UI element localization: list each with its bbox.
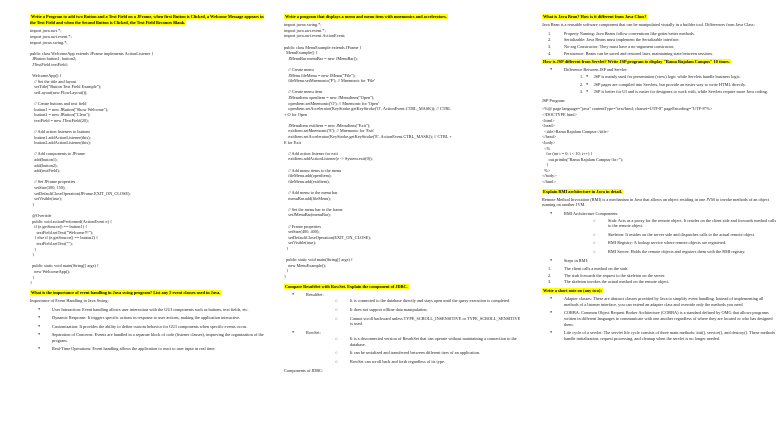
code-block: import javax.swing.*; import java.awt.event.*; import java.awt.event.ActionEvent; public class MenuExample extends JFrame { MenuExample() { JMenuBar menuBar = new JMenuBar(); // Create menu JMenu fileMenu = new JMenu("File"); fileMenu.setMnemonic('F'); // Mnemonic for 'File' // Create menu item JMenuItem openItem = new JMenuItem("Open"); openItem.setMnemonic('O'); // Mnemonic for 'Open' openItem.setAccelerator(KeyStroke.getKeyStroke('O', ActionEvent.CTRL_MASK)); // CTRL + O for Open JMenuItem exitItem = new JMenuItem("Exit"); exitItem.setMnemonic('E'); // Mnemonic for 'Exit' exitItem.setAccelerator(KeyStroke.getKeyStroke('E', ActionEvent.CTRL_MASK)); // CTRL + E for Exit // Add action listener for exit exitItem.addActionListener(e -> System.exit(0)); // Add menu items to the menu fileMenu.add(openItem); fileMenu.add(exitItem); // Add menu to the menu bar menuBar.add(fileMenu); // Set the menu bar to the frame setJMenuBar(menuBar); // Frame properties setSize(400, 400); setDefaultCloseOperation(EXIT_ON_CLOSE); setVisible(true); } public static void main(String[] args) { new MenuExample(); } } — [284, 22, 452, 279]
list-item: 3. No-arg Constructor: They must have a no-argument constructor. — [548, 43, 675, 49]
sub-list-item: ● 2. JSP pages are compiled into Servlets, but provide an easier way to write HTML directly. — [578, 82, 778, 88]
question-text: What is the importance of event handling in Java swing program? List any 5 event classes used in Java. — [31, 289, 221, 295]
sub-list-item: ○ It is connected to the database directly and stays open until the query execution is completed. — [332, 298, 524, 304]
list-item: 2. Serializable: Java Beans must implement the Serializable interface. — [548, 37, 680, 43]
question-text: Explain RMI architecture in Java in detail. — [543, 188, 622, 194]
sub-list — [332, 336, 524, 364]
list-item — [542, 67, 778, 94]
question-text: Compare ResultSet with RowSet. Explain the component of JDBC. — [285, 283, 408, 289]
list-item: 4. Persistence: Beans can be saved and restored later, maintaining state between sessions. — [548, 50, 714, 56]
sub-list-item: ○ Cannot scroll backward unless TYPE_SCROLL_INSENSITIVE or TYPE_SCROLL_SENSITIVE is used. — [332, 316, 524, 327]
list-label: RowSet: — [306, 329, 321, 335]
sub-list-item: ○ RMI Server: Holds the remote objects and registers them with the RMI registry. — [590, 249, 778, 255]
list-item: ● Dynamic Response: It triggers specific actions in response to user actions, making the application interactive. — [30, 315, 270, 321]
question-heading — [542, 59, 778, 65]
paragraph: Importance of Event Handling in Java Swing: — [30, 297, 109, 303]
question-heading — [542, 189, 778, 195]
bullet-list — [284, 292, 524, 365]
sub-list — [590, 218, 778, 255]
numbered-list — [542, 31, 778, 56]
code-block: <%@ page language="java" contentType="text/html; charset=UTF-8" pageEncoding="UTF-8"%> <!DOCTYPE html> <html> <head> <title>Rama Rajalam Campus</title> </head> <body> <% for (int i = 0; i < 10; i++) { out.println("Rama Rajalam Campus<br>"); } %> </body> </html> — [542, 106, 713, 185]
list-item — [284, 330, 524, 365]
question-text: Write a program that displays a menu and menu item with mnemonics and accelerators. — [285, 14, 447, 19]
sub-list-item: ○ It is a disconnected version of ResultSet that can operate without maintaining a connection to the database. — [332, 336, 524, 347]
list-item: 1. Property Naming: Java Beans follow conventions like getter/setter methods. — [548, 30, 695, 36]
column-middle — [284, 14, 524, 438]
bullet-list — [542, 211, 778, 263]
sub-list-item: ○ Stub: Acts as a proxy for the remote object. It resides on the client side and forwards method calls to the remote object. — [590, 218, 778, 229]
list-item: 3. The skeleton invokes the actual method on the remote object. — [548, 279, 670, 285]
sub-list-item: ● 3. JSP is better for UI and is easier for designers to work with, while Servlets require more Java coding. — [578, 89, 778, 95]
paragraph: JSP Program: — [542, 97, 566, 103]
question-heading — [284, 14, 524, 20]
bullet-list — [542, 67, 778, 94]
column-left — [30, 14, 270, 438]
question-heading — [284, 284, 524, 290]
list-label: ResultSet: — [306, 291, 324, 297]
bullet-list — [30, 307, 270, 353]
question-heading — [30, 14, 270, 26]
sub-list-item: ○ RowSet can scroll back and forth regardless of its type. — [332, 359, 524, 365]
list-label: Difference Between JSP and Servlet: — [564, 67, 628, 73]
bullet-list — [542, 296, 778, 341]
list-label: RMI Architecture Components: — [564, 211, 619, 217]
question-heading — [542, 14, 778, 20]
list-item: ● Real-Time Operations: Event handling allows the application to react to user input in real time. — [30, 346, 270, 352]
sub-list-item: ○ It does not support offline data manipulation. — [332, 307, 524, 313]
list-item — [284, 292, 524, 327]
sub-list-item: ● 1. JSP is mainly used for presentation (view) logic while Servlets handle business logic. — [578, 74, 778, 80]
list-item — [542, 258, 778, 264]
list-item: 1. The client calls a method on the stub. — [548, 266, 629, 272]
list-item: ● CORBA: Common Object Request Broker Architecture (CORBA) is a standard defined by OMG that allows programs written in different languages to communicate with one another regardless of where they are located or who has designed them. — [542, 310, 778, 327]
paragraph: Components of JDBC: — [284, 367, 324, 373]
paragraph: Remote Method Invocation (RMI) is a mechanism in Java that allows an object residing in one JVM to invoke methods of an object running on another JVM. — [542, 196, 769, 208]
question-text: Write a short note on (any two): — [543, 287, 602, 293]
sub-list — [332, 298, 524, 326]
list-item: ● Life cycle of a servlet: The servlet life cycle consists of three main methods: init(), service(), and destroy(). These methods handle initialization, request processing, and cleanup when the servlet is no longer needed. — [542, 330, 778, 341]
code-block: import java.awt.*; import java.awt.event.*; import javax.swing.*; public class WelcomeApp extends JFrame implements ActionListener { JButton button1, button2; JTextField textField; WelcomeApp() { // Set the title and layout setTitle("Button Text Field Example"); setLayout(new FlowLayout()); // Create buttons and text field button1 = new JButton("Show Welcome"); button2 = new JButton("Clear"); textField = new JTextField(20); // Add action listeners to buttons button1.addActionListener(this); button2.addActionListener(this); // Add components to JFrame add(button1); add(button2); add(textField); // Set JFrame properties setSize(300, 150); setDefaultCloseOperation(JFrame.EXIT_ON_CLOSE); setVisible(true); } @Override public void actionPerformed(ActionEvent e) { if (e.getSource() == button1) { textField.setText("Welcome!!!"); } else if (e.getSource() == button2) { textField.setText(""); } } public static void main(String[] args) { new WelcomeApp(); } } — [30, 28, 154, 286]
list-item: 2. The stub forwards the request to the skeleton on the server. — [548, 272, 666, 278]
list-item: ● User Interaction: Event handling allows user interaction with the GUI components such as buttons, text fields, etc. — [30, 307, 270, 313]
sub-list-item: ○ RMI Registry: A lookup service where remote objects are registered. — [590, 240, 778, 246]
column-right — [542, 14, 778, 438]
paragraph: Java Bean is a reusable software component that can be manipulated visually in a builder tool. Differences from Java Class: — [542, 22, 755, 28]
question-heading — [30, 290, 270, 296]
question-text: How is JSP different from Servlet? Write JSP program to display "Rama Rajalam Campus" 10 times. — [543, 59, 730, 65]
list-item: ● Adapter classes: These are abstract classes provided by Java to simplify event handling. Instead of implementing all methods of a listener interface, you can extend an adapter class and override only the methods you need. — [542, 296, 778, 307]
question-text: Write a Program to add two Button and a Text Field on a JFrame, when first Button is Clicked, a Welcome Message appears in the Text Field and when the Second Button is Clicked, the Text Field Becomes Blank. — [30, 14, 264, 26]
numbered-list — [542, 266, 778, 285]
list-label: Steps in RMI: — [564, 257, 589, 263]
sub-list-item: ○ It can be serialized and transferred between different tiers of an application. — [332, 350, 524, 356]
list-item: ● Customization: It provides the ability to define custom behavior for GUI components when specific events occur. — [30, 324, 270, 330]
question-heading — [542, 288, 778, 294]
sub-list — [578, 74, 778, 95]
list-item — [542, 211, 778, 255]
question-text: What is Java Bean? How is it different from Java Class? — [543, 14, 647, 19]
sub-list-item: ○ Skeleton: It resides on the server side and dispatches calls to the actual remote object. — [590, 232, 778, 238]
list-item: ● Separation of Concerns: Events are handled in a separate block of code (listener classes), improving the organization of the program. — [30, 332, 270, 343]
